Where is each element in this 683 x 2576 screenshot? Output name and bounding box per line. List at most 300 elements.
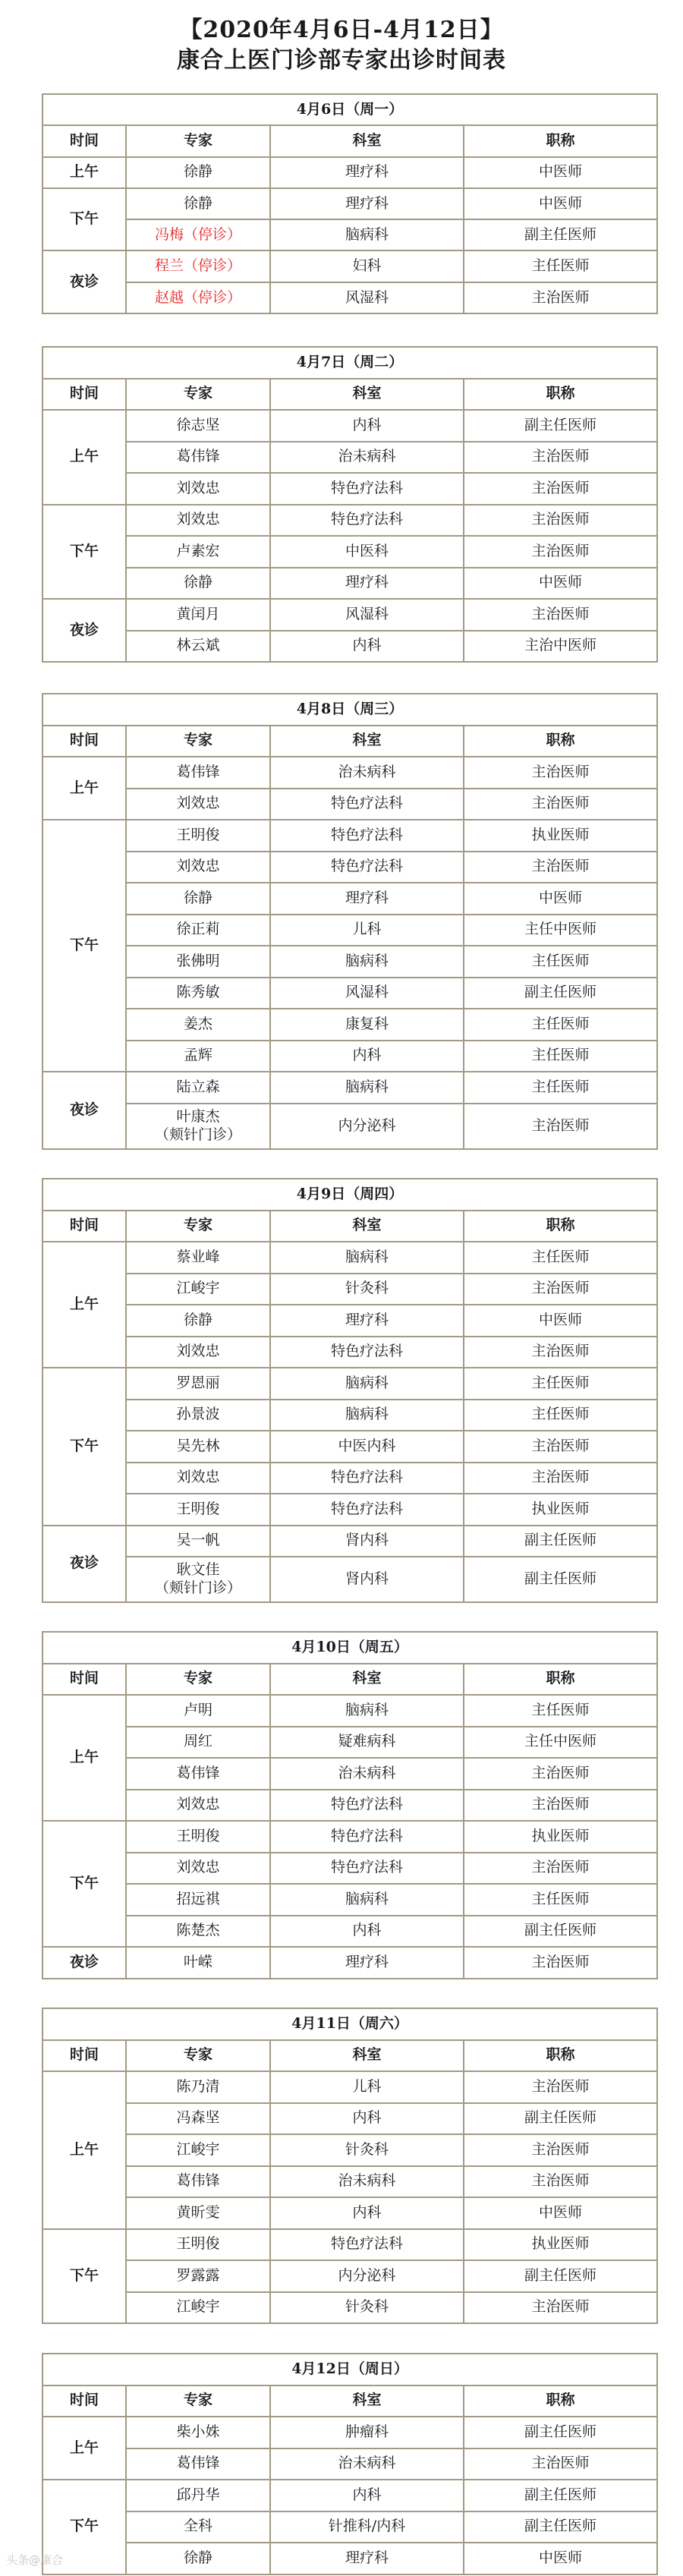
department: 肾内科 <box>270 1526 464 1557</box>
table-row <box>42 536 657 568</box>
day-date-header: 4月10日（周五） <box>42 1632 657 1664</box>
title-rank: 主治医师 <box>464 2134 657 2166</box>
day-schedule <box>42 2353 656 2575</box>
department: 内科 <box>270 2197 464 2229</box>
column-header-rank: 职称 <box>464 1211 657 1242</box>
table-row <box>42 1104 657 1149</box>
day-schedule <box>42 2008 656 2324</box>
title-rank: 副主任医师 <box>464 1916 657 1948</box>
period-label: 上午 <box>42 157 126 188</box>
day-schedule <box>42 93 656 314</box>
expert-name: 徐静 <box>126 188 270 219</box>
department: 特色疗法科 <box>270 852 464 883</box>
table-row <box>42 1494 657 1526</box>
department: 理疗科 <box>270 157 464 188</box>
schedule-table <box>42 1631 658 1979</box>
expert-name: 赵越（停诊） <box>126 282 270 313</box>
title-rank: 主治医师 <box>464 1337 657 1368</box>
expert-name: 姜杰 <box>126 1009 270 1041</box>
title-rank: 执业医师 <box>464 1821 657 1853</box>
title-rank: 中医师 <box>464 1305 657 1337</box>
expert-name: 王明俊 <box>126 2229 270 2261</box>
table-row <box>42 568 657 600</box>
department: 针灸科 <box>270 1274 464 1305</box>
expert-name: 徐静 <box>126 568 270 600</box>
title-rank: 主治医师 <box>464 599 657 631</box>
column-header-rank: 职称 <box>464 726 657 757</box>
table-row <box>42 2448 657 2480</box>
title-rank: 主治医师 <box>464 2292 657 2324</box>
expert-name: 刘效忠 <box>126 473 270 505</box>
expert-name: 葛伟锋 <box>126 1758 270 1790</box>
schedule-table <box>42 693 658 1150</box>
period-label: 上午 <box>42 757 126 820</box>
title-rank: 主治医师 <box>464 1431 657 1463</box>
title-rank: 主任医师 <box>464 1884 657 1916</box>
title-rank: 主任中医师 <box>464 1727 657 1759</box>
table-row <box>42 1947 657 1979</box>
period-label: 下午 <box>42 2229 126 2324</box>
table-row <box>42 442 657 474</box>
department: 理疗科 <box>270 883 464 915</box>
expert-name: 黄闰月 <box>126 599 270 631</box>
title-rank: 主治医师 <box>464 1758 657 1790</box>
period-label: 夜诊 <box>42 1947 126 1979</box>
period-label: 上午 <box>42 410 126 505</box>
department: 针灸科 <box>270 2134 464 2166</box>
department: 脑病科 <box>270 1072 464 1104</box>
title-rank: 中医师 <box>464 188 657 219</box>
department: 内科 <box>270 1916 464 1948</box>
expert-name: 吴一帆 <box>126 1526 270 1557</box>
title-rank: 中医师 <box>464 883 657 915</box>
table-row <box>42 1884 657 1916</box>
table-row <box>42 1041 657 1072</box>
department: 理疗科 <box>270 188 464 219</box>
table-row <box>42 1368 657 1400</box>
title-rank: 主治医师 <box>464 1274 657 1305</box>
column-header-expert: 专家 <box>126 1664 270 1696</box>
table-row <box>42 2071 657 2103</box>
title-rank: 中医师 <box>464 157 657 188</box>
expert-name: 王明俊 <box>126 820 270 852</box>
column-header-time: 时间 <box>42 1211 126 1242</box>
department: 特色疗法科 <box>270 2229 464 2261</box>
period-label: 上午 <box>42 1242 126 1368</box>
expert-name: 耿文佳 （颊针门诊） <box>126 1557 270 1602</box>
department: 肿瘤科 <box>270 2417 464 2448</box>
expert-name: 刘效忠 <box>126 505 270 537</box>
department: 理疗科 <box>270 2543 464 2574</box>
expert-name: 罗露露 <box>126 2260 270 2292</box>
column-header-time: 时间 <box>42 1664 126 1696</box>
expert-name: 叶康杰 （颊针门诊） <box>126 1104 270 1149</box>
title-rank: 主任医师 <box>464 1041 657 1072</box>
column-header-expert: 专家 <box>126 726 270 757</box>
title-rank: 主任医师 <box>464 1368 657 1400</box>
period-label: 夜诊 <box>42 250 126 313</box>
department: 脑病科 <box>270 946 464 978</box>
table-row <box>42 946 657 978</box>
column-header-time: 时间 <box>42 726 126 757</box>
table-row <box>42 2543 657 2574</box>
title-rank: 主治医师 <box>464 505 657 537</box>
column-header-rank: 职称 <box>464 2040 657 2072</box>
department: 特色疗法科 <box>270 1790 464 1822</box>
table-row <box>42 410 657 442</box>
expert-name: 刘效忠 <box>126 1337 270 1368</box>
table-row <box>42 757 657 789</box>
table-row <box>42 1790 657 1822</box>
expert-name: 刘效忠 <box>126 852 270 883</box>
column-header-dept: 科室 <box>270 726 464 757</box>
expert-name: 徐正莉 <box>126 915 270 946</box>
table-row <box>42 1400 657 1431</box>
expert-name: 林云斌 <box>126 631 270 663</box>
department: 风湿科 <box>270 599 464 631</box>
expert-name: 葛伟锋 <box>126 442 270 474</box>
title-rank: 主任医师 <box>464 1695 657 1727</box>
department: 脑病科 <box>270 1884 464 1916</box>
expert-name: 徐静 <box>126 2543 270 2574</box>
title-rank: 主治医师 <box>464 1463 657 1494</box>
page-title: 康合上医门诊部专家出诊时间表 <box>177 47 506 74</box>
table-row <box>42 2166 657 2198</box>
expert-name: 江峻宇 <box>126 2134 270 2166</box>
table-row <box>42 1274 657 1305</box>
column-header-expert: 专家 <box>126 1211 270 1242</box>
table-row <box>42 1695 657 1727</box>
department: 风湿科 <box>270 978 464 1009</box>
column-header-dept: 科室 <box>270 379 464 411</box>
title-rank: 主任医师 <box>464 1072 657 1104</box>
title-rank: 主治医师 <box>464 1790 657 1822</box>
expert-name: 刘效忠 <box>126 1463 270 1494</box>
column-header-rank: 职称 <box>464 1664 657 1696</box>
department: 治未病科 <box>270 2448 464 2480</box>
period-label: 下午 <box>42 820 126 1072</box>
period-label: 夜诊 <box>42 1526 126 1603</box>
department: 脑病科 <box>270 1695 464 1727</box>
schedule-table <box>42 2353 658 2575</box>
day-date-header: 4月8日（周三） <box>42 694 657 726</box>
expert-name: 陈楚杰 <box>126 1916 270 1948</box>
department: 特色疗法科 <box>270 505 464 537</box>
column-header-dept: 科室 <box>270 2040 464 2072</box>
table-row <box>42 883 657 915</box>
expert-name: 徐静 <box>126 157 270 188</box>
department: 内科 <box>270 2480 464 2511</box>
expert-name: 罗恩丽 <box>126 1368 270 1400</box>
department: 疑难病科 <box>270 1727 464 1759</box>
day-date-header: 4月12日（周日） <box>42 2354 657 2385</box>
title-rank: 主治医师 <box>464 282 657 313</box>
title-rank: 副主任医师 <box>464 978 657 1009</box>
table-row <box>42 2511 657 2543</box>
table-row <box>42 1727 657 1759</box>
column-header-dept: 科室 <box>270 1664 464 1696</box>
column-header-rank: 职称 <box>464 2385 657 2417</box>
table-row <box>42 1009 657 1041</box>
department: 特色疗法科 <box>270 1821 464 1853</box>
department: 中医内科 <box>270 1431 464 1463</box>
expert-name: 徐静 <box>126 883 270 915</box>
expert-name: 黄昕雯 <box>126 2197 270 2229</box>
title-rank: 主治中医师 <box>464 631 657 663</box>
expert-name: 卢素宏 <box>126 536 270 568</box>
column-header-time: 时间 <box>42 125 126 156</box>
title-rank: 主治医师 <box>464 789 657 820</box>
table-row <box>42 820 657 852</box>
page-title-date-range: 【2020年4月6日-4月12日】 <box>179 17 504 43</box>
day-date-header: 4月9日（周四） <box>42 1179 657 1211</box>
department: 理疗科 <box>270 1305 464 1337</box>
table-row <box>42 2229 657 2261</box>
column-header-rank: 职称 <box>464 125 657 156</box>
title-rank: 中医师 <box>464 568 657 600</box>
title-rank: 主任医师 <box>464 250 657 282</box>
day-schedule <box>42 1178 656 1603</box>
column-header-dept: 科室 <box>270 2385 464 2417</box>
period-label: 上午 <box>42 2071 126 2229</box>
title-rank: 主治医师 <box>464 1104 657 1149</box>
title-rank: 主任医师 <box>464 1009 657 1041</box>
day-date-header: 4月6日（周一） <box>42 94 657 125</box>
table-row <box>42 2417 657 2448</box>
title-rank: 主治医师 <box>464 536 657 568</box>
column-header-rank: 职称 <box>464 379 657 411</box>
expert-name: 蔡业峰 <box>126 1242 270 1274</box>
expert-name: 陆立森 <box>126 1072 270 1104</box>
column-header-time: 时间 <box>42 2040 126 2072</box>
expert-name: 徐志坚 <box>126 410 270 442</box>
schedule-table <box>42 2008 658 2324</box>
table-row <box>42 852 657 883</box>
expert-name: 冯梅（停诊） <box>126 219 270 250</box>
table-row <box>42 1853 657 1885</box>
expert-name: 全科 <box>126 2511 270 2543</box>
title-rank: 副主任医师 <box>464 1557 657 1602</box>
department: 肾内科 <box>270 1557 464 1602</box>
table-row <box>42 1526 657 1557</box>
day-schedule <box>42 693 656 1150</box>
title-rank: 主治医师 <box>464 2448 657 2480</box>
title-rank: 主治医师 <box>464 2166 657 2198</box>
table-row <box>42 1557 657 1602</box>
table-row <box>42 157 657 188</box>
table-row <box>42 978 657 1009</box>
period-label: 夜诊 <box>42 1072 126 1149</box>
department: 治未病科 <box>270 1758 464 1790</box>
title-rank: 主治医师 <box>464 473 657 505</box>
department: 脑病科 <box>270 219 464 250</box>
expert-name: 徐静 <box>126 1305 270 1337</box>
expert-name: 陈秀敏 <box>126 978 270 1009</box>
column-header-expert: 专家 <box>126 125 270 156</box>
expert-name: 刘效忠 <box>126 1853 270 1885</box>
expert-name: 柴小姝 <box>126 2417 270 2448</box>
table-row <box>42 1242 657 1274</box>
title-rank: 执业医师 <box>464 2229 657 2261</box>
column-header-time: 时间 <box>42 2385 126 2417</box>
expert-name: 邱丹华 <box>126 2480 270 2511</box>
expert-name: 江峻宇 <box>126 1274 270 1305</box>
expert-name: 王明俊 <box>126 1494 270 1526</box>
column-header-expert: 专家 <box>126 2385 270 2417</box>
department: 特色疗法科 <box>270 1853 464 1885</box>
table-row <box>42 2260 657 2292</box>
title-rank: 主治医师 <box>464 852 657 883</box>
title-rank: 执业医师 <box>464 1494 657 1526</box>
expert-name: 孙景波 <box>126 1400 270 1431</box>
department: 治未病科 <box>270 442 464 474</box>
department: 治未病科 <box>270 2166 464 2198</box>
department: 风湿科 <box>270 282 464 313</box>
period-label: 下午 <box>42 2480 126 2574</box>
department: 针推科/内科 <box>270 2511 464 2543</box>
title-rank: 副主任医师 <box>464 2260 657 2292</box>
table-row <box>42 2480 657 2511</box>
title-rank: 中医师 <box>464 2197 657 2229</box>
expert-name: 葛伟锋 <box>126 757 270 789</box>
expert-name: 刘效忠 <box>126 789 270 820</box>
expert-name: 刘效忠 <box>126 1790 270 1822</box>
department: 内科 <box>270 1041 464 1072</box>
department: 理疗科 <box>270 568 464 600</box>
column-header-dept: 科室 <box>270 125 464 156</box>
table-row <box>42 2103 657 2135</box>
expert-name: 张佛明 <box>126 946 270 978</box>
department: 脑病科 <box>270 1400 464 1431</box>
expert-name: 葛伟锋 <box>126 2166 270 2198</box>
column-header-time: 时间 <box>42 379 126 411</box>
title-rank: 副主任医师 <box>464 2417 657 2448</box>
table-row <box>42 282 657 313</box>
column-header-expert: 专家 <box>126 2040 270 2072</box>
department: 中医科 <box>270 536 464 568</box>
schedule-table <box>42 93 658 314</box>
department: 内科 <box>270 2103 464 2135</box>
title-rank: 副主任医师 <box>464 2103 657 2135</box>
title-rank: 副主任医师 <box>464 2480 657 2511</box>
expert-name: 葛伟锋 <box>126 2448 270 2480</box>
table-row <box>42 789 657 820</box>
title-rank: 副主任医师 <box>464 219 657 250</box>
department: 特色疗法科 <box>270 473 464 505</box>
period-label: 上午 <box>42 1695 126 1821</box>
expert-name: 江峻宇 <box>126 2292 270 2324</box>
department: 内分泌科 <box>270 2260 464 2292</box>
expert-name: 王明俊 <box>126 1821 270 1853</box>
period-label: 下午 <box>42 1821 126 1947</box>
table-row <box>42 1337 657 1368</box>
title-rank: 主任中医师 <box>464 915 657 946</box>
department: 脑病科 <box>270 1242 464 1274</box>
title-rank: 中医师 <box>464 2543 657 2574</box>
table-row <box>42 599 657 631</box>
table-row <box>42 2134 657 2166</box>
expert-name: 程兰（停诊） <box>126 250 270 282</box>
department: 特色疗法科 <box>270 789 464 820</box>
period-label: 下午 <box>42 1368 126 1526</box>
title-rank: 主治医师 <box>464 1947 657 1979</box>
expert-name: 招远祺 <box>126 1884 270 1916</box>
table-row <box>42 2197 657 2229</box>
department: 特色疗法科 <box>270 820 464 852</box>
day-date-header: 4月11日（周六） <box>42 2008 657 2040</box>
table-row <box>42 1821 657 1853</box>
table-row <box>42 1463 657 1494</box>
table-row <box>42 1305 657 1337</box>
expert-name: 吴先林 <box>126 1431 270 1463</box>
title-rank: 副主任医师 <box>464 410 657 442</box>
title-rank: 主治医师 <box>464 2071 657 2103</box>
title-rank: 主任医师 <box>464 1242 657 1274</box>
watermark: 头条@康合 <box>6 2553 64 2567</box>
table-row <box>42 631 657 663</box>
title-rank: 主治医师 <box>464 1853 657 1885</box>
period-label: 上午 <box>42 2417 126 2480</box>
day-schedule <box>42 1631 656 1979</box>
title-rank: 主治医师 <box>464 442 657 474</box>
department: 治未病科 <box>270 757 464 789</box>
table-row <box>42 915 657 946</box>
expert-name: 冯森坚 <box>126 2103 270 2135</box>
expert-name: 孟辉 <box>126 1041 270 1072</box>
period-label: 下午 <box>42 505 126 600</box>
expert-name: 卢明 <box>126 1695 270 1727</box>
table-row <box>42 188 657 219</box>
title-rank: 执业医师 <box>464 820 657 852</box>
table-row <box>42 1431 657 1463</box>
department: 儿科 <box>270 2071 464 2103</box>
table-row <box>42 1758 657 1790</box>
table-row <box>42 505 657 537</box>
department: 内分泌科 <box>270 1104 464 1149</box>
expert-name: 周红 <box>126 1727 270 1759</box>
department: 康复科 <box>270 1009 464 1041</box>
expert-name: 陈乃清 <box>126 2071 270 2103</box>
department: 儿科 <box>270 915 464 946</box>
department: 内科 <box>270 410 464 442</box>
department: 特色疗法科 <box>270 1337 464 1368</box>
title-rank: 主任医师 <box>464 946 657 978</box>
department: 脑病科 <box>270 1368 464 1400</box>
table-row <box>42 1072 657 1104</box>
department: 妇科 <box>270 250 464 282</box>
day-schedule <box>42 346 656 663</box>
period-label: 夜诊 <box>42 599 126 662</box>
title-rank: 主任医师 <box>464 1400 657 1431</box>
schedule-table <box>42 346 658 663</box>
department: 理疗科 <box>270 1947 464 1979</box>
table-row <box>42 219 657 250</box>
schedule-table <box>42 1178 658 1603</box>
department: 针灸科 <box>270 2292 464 2324</box>
title-rank: 副主任医师 <box>464 1526 657 1557</box>
expert-name: 叶嵘 <box>126 1947 270 1979</box>
table-row <box>42 2292 657 2324</box>
title-rank: 主治医师 <box>464 757 657 789</box>
table-row <box>42 473 657 505</box>
table-row <box>42 250 657 282</box>
department: 内科 <box>270 631 464 663</box>
title-rank: 副主任医师 <box>464 2511 657 2543</box>
column-header-expert: 专家 <box>126 379 270 411</box>
day-date-header: 4月7日（周二） <box>42 347 657 379</box>
department: 特色疗法科 <box>270 1494 464 1526</box>
period-label: 下午 <box>42 188 126 251</box>
